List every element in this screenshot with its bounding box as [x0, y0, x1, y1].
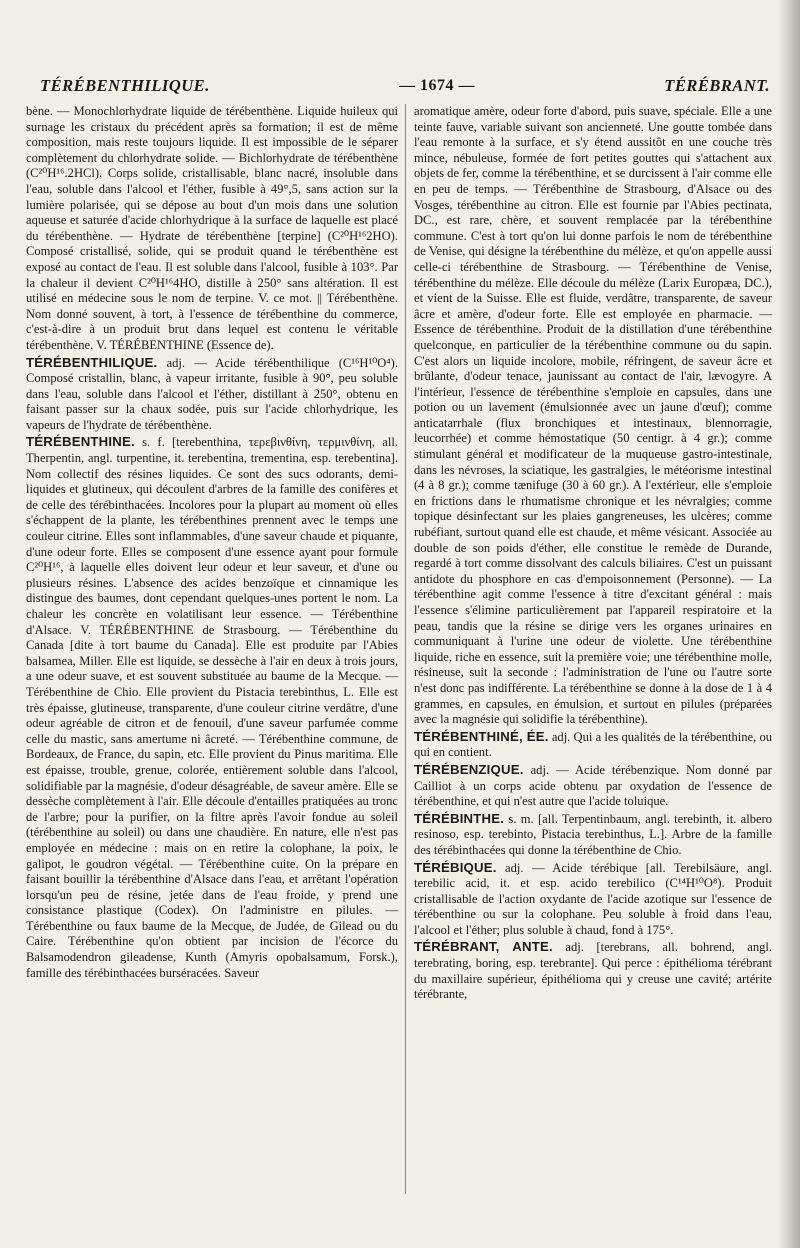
running-header: [40, 74, 770, 98]
entry-headword: TÉRÉBINTHE.: [414, 810, 505, 826]
left-column: [26, 104, 398, 981]
right-column: [414, 104, 772, 1003]
entry-headword: TÉRÉBENZIQUE.: [414, 761, 524, 777]
page-edge-shadow: [778, 0, 800, 1248]
header-left-word: TÉRÉBENTHILIQUE.: [40, 76, 210, 95]
dictionary-entry: [414, 811, 772, 859]
entry-definition: adj. — Acide térébenzique. Nom donné par Cailliot à un corps acide obtenu par oxydation de l'essence de térébenthine, et qui n'est autre que l'acide toluique.: [414, 762, 772, 809]
dictionary-entry: [414, 729, 772, 761]
entry-headword: TÉRÉBENTHILIQUE.: [26, 354, 158, 370]
dictionary-entry: [414, 860, 772, 939]
entry-headword: TÉRÉBIQUE.: [414, 859, 497, 875]
entry-definition: s. f. [terebenthina, τερεβινθίνη, τερμινθίνη, all. Therpentin, angl. turpentine, it. terebentina, trementina, esp. terebentina]. Nom collectif des résines liquides. Ce sont des sucs odorants, demi-liquides et glutineux, qui découlent d'arbres de la famille des conifères et de celle des térébinthacées. Incolores pour la plupart au moment où elles s'échappent de la plante, les térébenthines prennent avec le temps une couleur citrine. Elles sont inflammables, d'une saveur chaude et piquante, d'une odeur forte. Elles se composent d'une essence ayant pour formule C²⁰H¹⁶, à laquelle elles doivent leur odeur et leur saveur, et d'une ou plusieurs résines. L'absence des acides benzoïque et cinnamique les distingue des baumes, dont cependant quelques-unes portent le nom. La chaleur les concrète en volatilisant leur essence. — Térébenthine d'Alsace. V. TÉRÉBENTHINE de Strasbourg. — Térébenthine du Canada [dite à tort baume du Canada]. Elle est produite par l'Abies balsamea, Miller. Elle est liquide, se dessèche à l'air en deux à trois jours, a une odeur suave, et est souvent substituée au baume de la Mecque. — Térébenthine de Chio. Elle provient du Pistacia terebinthus, L. Elle est très épaisse, glutineuse, transparente, d'une couleur citrine verdâtre, d'une odeur agréable de citron et de fenouil, d'une saveur parfumée comme celle du mastic, sans amertume ni âcreté. — Térébenthine commune, de Bordeaux, de France, du sapin, etc. Elle provient du Pinus maritima. Elle est épaisse, trouble, grenue, colorée, entièrement soluble dans l'alcool, solidifiable par la magnésie, d'odeur désagréable, de saveur amère. Elle se dessèche complètement à l'air. Elle découle d'entailles pratiquées au tronc de l'arbre; pour la purifier, on la filtre après l'avoir fondue au soleil (térébenthine au soleil) ou dans une chaudière. En nature, elle n'est pas employée en médecine : mais on en retire la colophane, la poix, le galipot, le goudron végétal. — Térébenthine cuite. On la prépare en faisant bouillir la térébenthine d'Alsace dans l'eau, et arrêtant l'opération lorsqu'un peu de résine, jetée dans de l'eau froide, y prend une consistance plastique (Codex). On l'administre en pilules. — Térébenthine ou faux baume de la Mecque, de Judée, de Gilead ou du Caire. Térébenthine qu'on obtient par incision de l'écorce du Balsamodendron gileadense, Kunth (Amyris opobalsamum, Forsk.), famille des térébinthacées burséracées. Saveur: [26, 435, 398, 980]
dictionary-entry: [414, 762, 772, 810]
entry-headword: TÉRÉBRANT, ANTE.: [414, 939, 553, 955]
entry-definition: adj. [terebrans, all. bohrend, angl. terebrating, boring, esp. terebrante]. Qui perce : épithélioma térébrant du maxillaire supérieur, épithélioma qui y creuse une cavité; artérite térébrante,: [414, 940, 773, 1002]
column-divider: [405, 104, 406, 1194]
dictionary-entry: [26, 355, 398, 434]
dictionary-entry: [414, 939, 772, 1002]
entry-continuation: aromatique amère, odeur forte d'abord, puis suave, spéciale. Elle a une teinte fauve, variable suivant son ancienneté. Une goutte tombée dans l'eau remonte à la surface, et s'y étend aussitôt en une couche très mince, nébuleuse, formée de fort petites gouttes qui s'attachent aux objets de fer, comme la térébenthine, et se durcissent à l'air comme elle en peu de temps. — Térébenthine de Strasbourg, d'Alsace ou des Vosges, térébenthine au citron. Elle est fournie par l'Abies pectinata, DC., est rare, chère, et souvent remplacée par la térébenthine commune. C'est à tort qu'on lui donne parfois le nom de térébenthine de Venise, qui désigne la térébenthine du mélèze, et qu'on appelle aussi celle-ci térébenthine de Strasbourg. — Térébenthine de Venise, térébenthine du mélèze. Elle découle du mélèze (Larix Europæa, DC.), et vient de la Suisse. Elle est fluide, verdâtre, transparente, de saveur âcre et amère, d'odeur forte. Elle est employée en pharmacie. — Essence de térébenthine. Produit de la distillation d'une térébenthine quelconque, en particulier de la térébenthine commune ou du sapin. C'est alors un liquide incolore, mobile, réfringent, de saveur âcre et brûlante, d'odeur tenace, jaunissant au contact de l'air, lævogyre. A l'intérieur, l'essence de térébenthine s'emploie en capsules, dans une potion ou un lavement (émulsionnée avec un jaune d'œuf); comme anticatarrhale (flux bronchiques et intestinaux, blennorragie, leucorrhée) et comme hémostatique (50 centigr. à 4 gr.); comme stimulant général et modificateur de la muqueuse gastro-intestinale, dans les névroses, la sciatique, les gastralgies, le météorisme intestinal (4 à 8 gr.); comme tænifuge (30 à 60 gr.). A l'extérieur, elle s'emploie en frictions dans le rhumatisme chronique et les névralgies; comme topique désinfectant sur les plaies gangreneuses, les ulcères; comme rubéfiant, surtout quand elle est chaude, et même vésicant. Associée au double de son poids d'éther, elle constitue le remède de Durande, regardé à tort comme dissolvant des calculs biliaires. C'est un puissant antidote du phosphore en cas d'empoisonnement (Personne). — La térébenthine agit comme l'essence à titre d'excitant général : mais l'essence s'élimine particulièrement par l'appareil respiratoire et la peau, tandis que la résine se dirige vers les organes urinaires en communiquant à l'urine une odeur de violette. Une térébenthine liquide, riche en essence, suit la première voie; une térébenthine molle, résineuse, suit la seconde : l'administration de l'une ou l'autre sorte n'est donc pas indifférente. La térébenthine se donne à la dose de 1 à 4 grammes, en capsules, en émulsion, et surtout en pilules (préparées avec la magnésie qui solidifie la térébenthine).: [414, 104, 772, 727]
entry-definition: s. m. [all. Terpentinbaum, angl. terebinth, it. albero resinoso, esp. terebinto, Pistacia terebinthus, L.]. Arbre de la famille des térébinthacées qui donne la térébenthine de Chio.: [414, 811, 772, 857]
dictionary-entry: [26, 434, 398, 981]
page-number: — 1674 —: [399, 77, 476, 94]
entry-continuation: bène. — Monochlorhydrate liquide de térébenthène. Liquide huileux qui surnage les cristaux du précédent après sa formation; il est de même composition, mais reste toujours liquide. Il est impossible de le séparer complètement du chlorhydrate solide. — Bichlorhydrate de térébenthène (C²⁰H¹⁶.2HCl). Corps solide, cristallisable, blanc nacré, insoluble dans l'eau, soluble dans l'alcool et l'éther, fusible à 49°,5, sans action sur la lumière polarisée, qui se dépose au bout d'un mois dans une solution aqueuse et saturée d'acide chlorhydrique à la surface de laquelle est placé du térébenthène. — Hydrate de térébenthène [terpine] (C²⁰H¹⁶2HO). Composé cristallisé, solide, qui se produit quand le térébenthène est exposé au contact de l'eau. Il est soluble dans l'alcool, fusible à 103°. Par la chaleur il devient C²⁰H¹⁶4HO, distille à 250° sans altération. Il est utilisé en médecine sous le nom de terpine. V. ce mot. || Térébenthène. Nom donné souvent, à tort, à l'essence de térébenthine du commerce, c'est-à-dire à un produit brut dans lequel est contenu le véritable térébenthène. V. TÉRÉBENTHINE (Essence de).: [26, 104, 398, 352]
entry-headword: TÉRÉBENTHINE.: [26, 434, 135, 450]
entry-definition: adj. — Acide térébenthilique (C¹⁶H¹⁰O⁴). Composé cristallin, blanc, à vapeur irritante, fusible à 90°, peu soluble dans l'eau, soluble dans l'alcool et l'éther, distillant à 250°, obtenu en faisant passer sur la chaux sodée, puis sur l'acide chlorhydrique, les vapeurs de l'hydrate de térébenthène.: [26, 355, 398, 432]
header-right-word: TÉRÉBRANT.: [664, 76, 770, 95]
entry-definition: adj. Qui a les qualités de la térébenthine, ou qui en contient.: [414, 729, 772, 760]
entry-headword: TÉRÉBENTHINÉ, ÉE.: [414, 728, 549, 744]
entry-definition: adj. — Acide térébique [all. Terebilsäure, angl. terebilic acid, it. et esp. acido terebilico (C¹⁴H¹⁰O⁸). Produit cristallisable de l'action oxydante de l'acide azotique sur l'essence de térébenthine ou sur la colophane. Peu soluble à froid dans l'eau, l'alcool et l'éther; plus soluble à chaud, fond à 175°.: [414, 860, 772, 937]
